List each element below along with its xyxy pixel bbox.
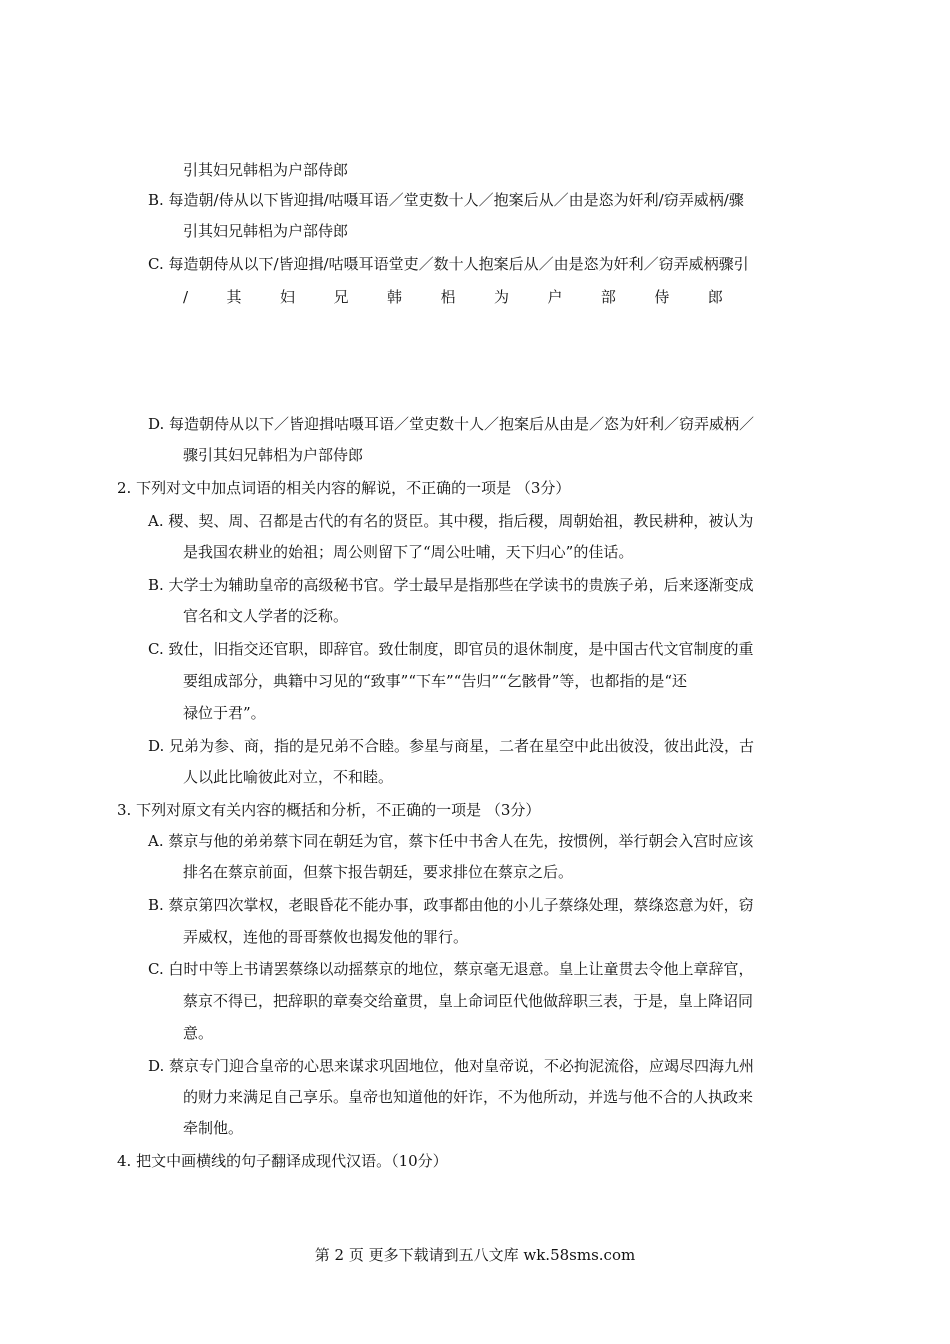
spread-char: 妇 — [280, 288, 296, 306]
text-line: 是我国农耕业的始祖；周公则留下了“周公吐哺，天下归心”的佳话。 — [183, 543, 634, 561]
option-c: C. 白时中等上书请罢蔡绦以动摇蔡京的地位，蔡京毫无退意。皇上让童贯去令他上章辞官， — [148, 960, 754, 978]
option-b: B. 蔡京第四次掌权，老眼昏花不能办事，政事都由他的小儿子蔡绦处理，蔡绦恣意为奸，窃 — [148, 896, 754, 914]
option-a: A. 稷、契、周、召都是古代的有名的贤臣。其中稷，指后稷，周朝始祖，教民耕种，被认为 — [148, 512, 754, 530]
option-a: A. 蔡京与他的弟弟蔡卞同在朝廷为官，蔡卞任中书舍人在先，按惯例，举行朝会入宫时应该 — [148, 832, 754, 850]
option-d: D. 蔡京专门迎合皇帝的心思来谋求巩固地位，他对皇帝说，不必拘泥流俗，应竭尽四海九州 — [148, 1057, 755, 1075]
text-line: 弄威权，连他的哥哥蔡攸也揭发他的罪行。 — [183, 928, 469, 946]
page-footer: 第 2 页 更多下载请到五八文库 wk.58sms.com — [314, 1246, 636, 1264]
spread-char: / — [183, 288, 189, 306]
text-line: 人以此比喻彼此对立，不和睦。 — [183, 768, 394, 786]
spread-char: 户 — [547, 288, 563, 306]
text-line: 蔡京不得已，把辞职的章奏交给童贯，皇上命词臣代他做辞职三表，于是，皇上降诏同 — [183, 992, 754, 1010]
spread-char: 梠 — [440, 288, 456, 306]
question-4: 4. 把文中画横线的句子翻译成现代汉语。（10分） — [117, 1152, 448, 1170]
option-d: D. 兄弟为参、商，指的是兄弟不合睦。参星与商星，二者在星空中此出彼没，彼出此没，古 — [148, 737, 755, 755]
text-line: 引其妇兄韩梠为户部侍郎 — [183, 161, 349, 179]
text-line: 要组成部分，典籍中习见的“致事”“下车”“告归”“乞骸骨”等，也都指的是“还 — [183, 672, 688, 690]
question-2: 2. 下列对文中加点词语的相关内容的解说，不正确的一项是 （3分） — [117, 479, 571, 497]
spread-char: 为 — [493, 288, 509, 306]
spread-char: 其 — [226, 288, 242, 306]
spread-char: 韩 — [386, 288, 402, 306]
option-b: B. 大学士为辅助皇帝的高级秘书官。学士最早是指那些在学读书的贵族子弟，后来逐渐变成 — [148, 576, 754, 594]
question-3: 3. 下列对原文有关内容的概括和分析，不正确的一项是 （3分） — [117, 801, 541, 819]
text-line: 牵制他。 — [183, 1119, 244, 1137]
option-d: D. 每造朝侍从以下／皆迎揖咕嗫耳语／堂吏数十人／抱案后从由是／恣为奸利／窃弄威柄／ — [148, 415, 755, 433]
text-line: 官名和文人学者的泛称。 — [183, 607, 349, 625]
spread-char: 部 — [600, 288, 616, 306]
text-line: 意。 — [183, 1024, 214, 1042]
option-c: C. 每造朝侍从以下/皆迎揖/咕嗫耳语堂吏／数十人抱案后从／由是恣为奸利／窃弄威柄骤引 — [148, 255, 749, 273]
option-b: B. 每造朝/侍从以下皆迎揖/咕嗫耳语／堂吏数十人／抱案后从／由是恣为奸利/窃弄威柄/骤 — [148, 191, 744, 209]
text-line: 骤引其妇兄韩梠为户部侍郎 — [183, 446, 364, 464]
spread-char: 郎 — [707, 288, 723, 306]
spread-char: 侍 — [654, 288, 670, 306]
spread-char: 兄 — [333, 288, 349, 306]
option-c: C. 致仕，旧指交还官职，即辞官。致仕制度，即官员的退休制度，是中国古代文官制度的重 — [148, 640, 754, 658]
text-line: 的财力来满足自己享乐。皇帝也知道他的奸诈，不为他所动，并选与他不合的人执政来 — [183, 1088, 754, 1106]
spread-line — [183, 286, 723, 308]
text-line: 禄位于君”。 — [183, 704, 266, 722]
text-line: 引其妇兄韩梠为户部侍郎 — [183, 222, 349, 240]
text-line: 排名在蔡京前面，但蔡卞报告朝廷，要求排位在蔡京之后。 — [183, 863, 574, 881]
